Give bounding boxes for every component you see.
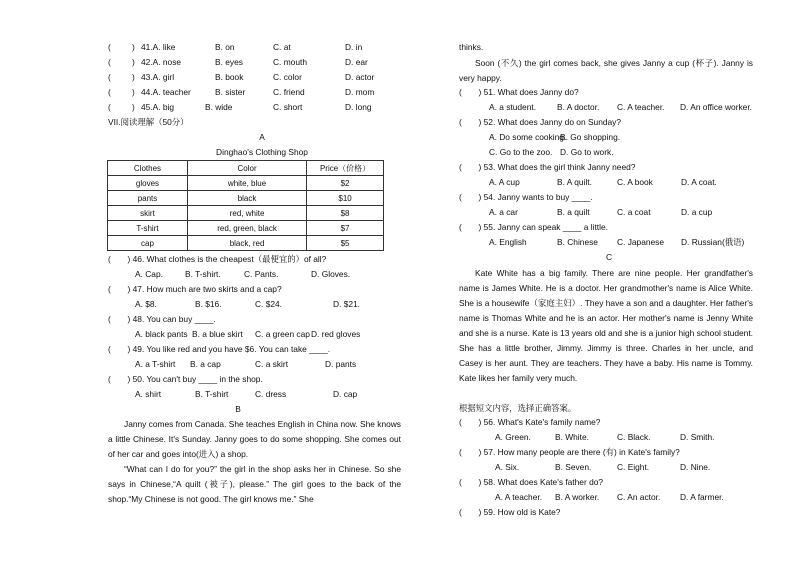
answer-option: C. a skirt	[255, 359, 289, 369]
question: ( ) 52. What does Janny do on Sunday?	[459, 117, 622, 127]
matching-option-c: C. mouth	[273, 57, 307, 67]
question: ( ) 48. You can buy ____.	[108, 314, 216, 324]
table-row	[108, 176, 384, 191]
answer-option: B. Go shopping.	[560, 132, 621, 142]
matching-option-a: 42.A. nose	[141, 57, 182, 67]
question: ( ) 57. How many people are there (有) in Kate's family?	[459, 447, 680, 457]
matching-paren: (	[108, 87, 111, 97]
answer-option: B. Seven.	[555, 462, 592, 472]
table-title: Dinghao's Clothing Shop	[216, 147, 308, 157]
section-heading: VII.阅读理解（50分）	[108, 117, 189, 127]
answer-option: C. dress	[255, 389, 287, 399]
question: ( ) 59. How old is Kate?	[459, 507, 561, 517]
table-cell: $8	[307, 206, 384, 221]
matching-paren-close: )	[132, 57, 135, 67]
answer-option: B. a cap	[190, 359, 221, 369]
answer-option: C. A book	[617, 177, 653, 187]
answer-option: D. a cup	[681, 207, 713, 217]
answer-option: C. An actor.	[617, 492, 661, 502]
answer-option: A. Do some cooking.	[489, 132, 567, 142]
answer-option: B. Chinese	[557, 237, 598, 247]
question: ( ) 55. Janny can speak ____ a little.	[459, 222, 608, 232]
answer-option: C. a coat	[617, 207, 651, 217]
table-header-row	[108, 161, 384, 176]
part-letter: C	[605, 252, 613, 262]
table-cell: white, blue	[187, 176, 306, 191]
question: ( ) 47. How much are two skirts and a cap?	[108, 284, 282, 294]
question: ( ) 46. What clothes is the cheapest（最便宜的）of all?	[108, 254, 327, 264]
table-header-cell: Clothes	[108, 161, 188, 176]
answer-option: A. a T-shirt	[135, 359, 176, 369]
matching-paren-close: )	[132, 87, 135, 97]
price-table	[107, 160, 384, 251]
answer-option: A. A cup	[489, 177, 520, 187]
matching-paren-close: )	[132, 102, 135, 112]
answer-option: C. Black.	[617, 432, 651, 442]
matching-option-c: C. short	[273, 102, 303, 112]
answer-option: A. $8.	[135, 299, 157, 309]
answer-option: A. Green.	[495, 432, 531, 442]
table-cell: cap	[108, 236, 188, 251]
question: ( ) 50. You can't buy ____ in the shop.	[108, 374, 263, 384]
passage-paragraph: Soon (不久) the girl comes back, she gives Janny a cup (杯子). Janny is very happy.	[459, 58, 753, 83]
matching-option-d: D. ear	[345, 57, 368, 67]
matching-paren: (	[108, 42, 111, 52]
table-cell: black, red	[187, 236, 306, 251]
table-row	[108, 191, 384, 206]
answer-option: D. Nine.	[680, 462, 711, 472]
answer-option: B. White.	[555, 432, 589, 442]
matching-paren: (	[108, 72, 111, 82]
matching-option-b: B. eyes	[215, 57, 243, 67]
answer-option: A. shirt	[135, 389, 162, 399]
matching-paren-close: )	[132, 72, 135, 82]
matching-option-d: D. actor	[345, 72, 375, 82]
passage-continuation: thinks.	[459, 42, 484, 52]
answer-option: D. red gloves	[311, 329, 361, 339]
answer-option: D. Smith.	[680, 432, 715, 442]
table-cell: pants	[108, 191, 188, 206]
passage-paragraph: Janny comes from Canada. She teaches English in China now. She knows a little Chinese. It's Sunday. Janny goes to do some shopping. She comes out of her car and goes into(进入) a shop.	[108, 419, 401, 459]
question: ( ) 54. Janny wants to buy ____.	[459, 192, 593, 202]
table-cell: red, white	[187, 206, 306, 221]
answer-option: D. A coat.	[681, 177, 717, 187]
matching-option-d: D. in	[345, 42, 363, 52]
table-cell: $10	[307, 191, 384, 206]
matching-option-b: B. wide	[205, 102, 233, 112]
matching-paren: (	[108, 57, 111, 67]
table-cell: T-shirt	[108, 221, 188, 236]
table-row	[108, 221, 384, 236]
answer-option: D. Gloves.	[311, 269, 351, 279]
answer-option: C. Pants.	[244, 269, 279, 279]
table-cell: $5	[307, 236, 384, 251]
table-header-cell: Color	[187, 161, 306, 176]
answer-option: D. A farmer.	[680, 492, 724, 502]
table-cell: black	[187, 191, 306, 206]
table-cell: gloves	[108, 176, 188, 191]
answer-option: C. Japanese	[617, 237, 665, 247]
answer-option: B. T-shirt	[195, 389, 229, 399]
answer-option: A. English	[489, 237, 527, 247]
passage-paragraph: “What can I do for you?” the girl in the shop asks her in Chinese. So she says in Chinese,“A quilt (被子), please.” The girl goes to the back of the shop.“My Chinese is not good. The girl knows me.” She	[108, 464, 401, 504]
table-row	[108, 236, 384, 251]
matching-option-a: 43.A. girl	[141, 72, 175, 82]
answer-option: B. a blue skirt	[192, 329, 243, 339]
table-row	[108, 206, 384, 221]
answer-option: D. An office worker.	[680, 102, 752, 112]
matching-paren-close: )	[132, 42, 135, 52]
answer-option: D. pants	[325, 359, 357, 369]
part-letter: A	[259, 132, 265, 142]
answer-option: A. Six.	[495, 462, 520, 472]
matching-option-a: 44.A. teacher	[141, 87, 191, 97]
instruction: 根据短文内容，选择正确答案。	[459, 403, 577, 413]
matching-option-b: B. book	[215, 72, 244, 82]
answer-option: A. a car	[489, 207, 518, 217]
answer-option: A. Cap.	[135, 269, 163, 279]
answer-option: C. Go to the zoo.	[489, 147, 553, 157]
table-cell: skirt	[108, 206, 188, 221]
matching-option-b: B. sister	[215, 87, 246, 97]
answer-option: C. A teacher.	[617, 102, 665, 112]
question: ( ) 56. What's Kate's family name?	[459, 417, 601, 427]
matching-option-d: D. mom	[345, 87, 375, 97]
answer-option: C. Eight.	[617, 462, 650, 472]
matching-option-c: C. color	[273, 72, 302, 82]
matching-option-b: B. on	[215, 42, 235, 52]
passage-paragraph: Kate White has a big family. There are nine people. Her grandfather's name is James White. He is a doctor. Her grandmother's name is Alice White. She is a housewife（家庭主妇）. They have a son and a daughter. Her father's name is Thomas White and he is an actor. Her mother's name is Jenny White and she is a nurse. Kate is 13 years old and she is a junior high school student. She has a little brother, Jimmy. Jimmy is three. Charles in her uncle, and Casey is her aunt. They are teachers. They have a baby. His name is Tommy. Kate likes her family very much.	[459, 268, 753, 383]
answer-option: C. $24.	[255, 299, 283, 309]
matching-option-a: 45.A. big	[141, 102, 175, 112]
answer-option: B. A quilt.	[557, 177, 592, 187]
matching-option-c: C. at	[273, 42, 291, 52]
table-cell: red, green, black	[187, 221, 306, 236]
table-header-cell: Price（价格）	[307, 161, 384, 176]
table-cell: $2	[307, 176, 384, 191]
answer-option: D. cap	[333, 389, 358, 399]
part-letter: B	[235, 404, 241, 414]
answer-option: A. black pants	[135, 329, 188, 339]
answer-option: A. a student.	[489, 102, 537, 112]
answer-option: B. A worker.	[555, 492, 600, 502]
answer-option: C. a green cap	[255, 329, 310, 339]
matching-option-d: D. long	[345, 102, 372, 112]
answer-option: B. a quilt	[557, 207, 590, 217]
table-cell: $7	[307, 221, 384, 236]
answer-option: B. A doctor.	[557, 102, 600, 112]
question: ( ) 51. What does Janny do?	[459, 87, 579, 97]
matching-option-c: C. friend	[273, 87, 305, 97]
question: ( ) 49. You like red and you have $6. You can take ____.	[108, 344, 331, 354]
answer-option: D. Go to work.	[560, 147, 614, 157]
answer-option: B. $16.	[195, 299, 222, 309]
matching-paren: (	[108, 102, 111, 112]
matching-option-a: 41.A. like	[141, 42, 176, 52]
question: ( ) 58. What does Kate's father do?	[459, 477, 604, 487]
answer-option: B. T-shirt.	[185, 269, 221, 279]
answer-option: D. $21.	[333, 299, 361, 309]
answer-option: D. Russian(俄语)	[681, 237, 745, 247]
answer-option: A. A teacher.	[495, 492, 543, 502]
question: ( ) 53. What does the girl think Janny need?	[459, 162, 636, 172]
